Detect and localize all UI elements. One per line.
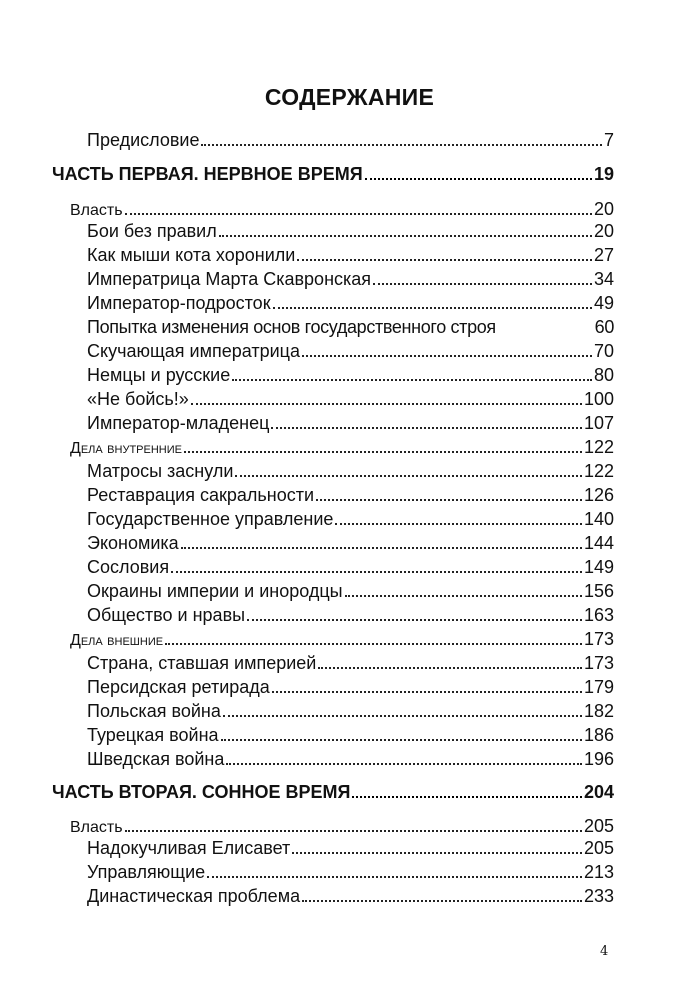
toc-entry-page: 7 <box>603 130 614 150</box>
toc-section-power[interactable] <box>70 815 614 839</box>
toc-entry[interactable] <box>87 885 614 907</box>
toc-entry-label: Сословия <box>87 557 170 577</box>
dot-leader <box>352 781 582 798</box>
dot-leader <box>316 484 582 501</box>
dot-leader <box>171 556 582 573</box>
toc-entry-label: Надокучливая Елисавет <box>87 838 291 858</box>
dot-leader <box>302 340 592 357</box>
toc-entry[interactable] <box>87 388 614 410</box>
toc-part-two[interactable] <box>52 781 614 803</box>
toc-entry[interactable] <box>87 292 614 314</box>
dot-leader <box>207 861 582 878</box>
toc-entry-label: Император-младенец <box>87 413 270 433</box>
toc-entry-page: 163 <box>583 605 614 625</box>
toc-entry-label: Предисловие <box>87 130 200 150</box>
toc-entry-page: 149 <box>583 557 614 577</box>
dot-leader <box>125 198 592 215</box>
toc-entry-page: 186 <box>583 725 614 745</box>
toc-entry-page: 107 <box>583 413 614 433</box>
page-number: 4 <box>600 944 609 959</box>
toc-entry-label: Династическая проблема <box>87 886 301 906</box>
toc-entry-label: Бои без правил <box>87 221 217 241</box>
toc-entry[interactable] <box>87 532 614 554</box>
dot-leader <box>499 316 592 333</box>
page-title: СОДЕРЖАНИЕ <box>264 84 435 110</box>
toc-entry-label: Немцы и русские <box>87 365 231 385</box>
toc-entry-page: 20 <box>593 221 614 241</box>
toc-entry[interactable] <box>87 220 614 242</box>
toc-entry[interactable] <box>87 484 614 506</box>
dot-leader <box>181 532 582 549</box>
toc-entry[interactable] <box>87 460 614 482</box>
dot-leader <box>292 837 582 854</box>
toc-entry-page: 140 <box>583 509 614 529</box>
toc-entry[interactable] <box>87 700 614 722</box>
toc-entry-page: 204 <box>583 782 614 802</box>
toc-entry[interactable] <box>87 364 614 386</box>
toc-entry-page: 100 <box>583 389 614 409</box>
dot-leader <box>365 163 592 180</box>
toc-entry-page: 156 <box>583 581 614 601</box>
toc-entry-page: 179 <box>583 677 614 697</box>
toc-entry-page: 173 <box>583 653 614 673</box>
dot-leader <box>226 748 582 765</box>
toc-entry-label: Матросы заснули <box>87 461 234 481</box>
toc-entry-label: Попытка изменения основ государственного строя <box>87 317 496 337</box>
toc-entry-label: Дела внутренние <box>70 440 182 457</box>
toc-entry-page: 182 <box>583 701 614 721</box>
toc-entry-label: Дела внешние <box>70 632 164 649</box>
toc-entry-label: Польская война <box>87 701 221 721</box>
toc-entry-label: ЧАСТЬ ВТОРАЯ. СОННОЕ ВРЕМЯ <box>52 782 351 802</box>
toc-entry[interactable] <box>87 508 614 530</box>
toc-entry-page: 122 <box>583 461 614 481</box>
toc-entry-page: 205 <box>583 816 614 836</box>
toc-entry-page: 70 <box>593 341 614 361</box>
toc-entry-label: Окраины империи и инородцы <box>87 581 343 601</box>
toc-entry-page: 49 <box>593 293 614 313</box>
dot-leader <box>302 885 582 902</box>
toc-section-internal-affairs[interactable] <box>70 436 614 460</box>
toc-entry-label: Реставрация сакральности <box>87 485 315 505</box>
toc-entry-label: Управляющие <box>87 862 206 882</box>
toc-entry[interactable] <box>87 556 614 578</box>
toc-entry-label: Власть <box>70 819 123 836</box>
dot-leader <box>125 815 582 832</box>
dot-leader <box>232 364 592 381</box>
toc-entry-page: 60 <box>594 317 614 337</box>
toc-entry-page: 126 <box>583 485 614 505</box>
toc-entry[interactable] <box>87 748 614 770</box>
toc-entry[interactable] <box>87 724 614 746</box>
toc-entry-label: Император-подросток <box>87 293 271 313</box>
toc-entry-label: Персидская ретирада <box>87 677 270 697</box>
toc-entry-page: 80 <box>593 365 614 385</box>
toc-entry-label: Общество и нравы <box>87 605 246 625</box>
toc-entry-label: ЧАСТЬ ПЕРВАЯ. НЕРВНОЕ ВРЕМЯ <box>52 164 363 184</box>
toc-entry-page: 20 <box>593 199 614 219</box>
toc-entry[interactable] <box>87 676 614 698</box>
toc-entry[interactable] <box>87 604 614 626</box>
toc-entry-label: Власть <box>70 202 123 219</box>
toc-part-one[interactable] <box>52 163 614 185</box>
toc-entry-label: Как мыши кота хоронили <box>87 245 296 265</box>
toc-entry[interactable] <box>87 244 614 266</box>
dot-leader <box>318 652 582 669</box>
dot-leader <box>221 724 582 741</box>
toc-entry-label: Государственное управление <box>87 509 334 529</box>
toc-entry-page: 173 <box>583 629 614 649</box>
toc-entry[interactable] <box>87 837 614 859</box>
toc-entry-preface[interactable] <box>87 129 614 151</box>
dot-leader <box>201 129 602 146</box>
dot-leader <box>297 244 592 261</box>
dot-leader <box>247 604 582 621</box>
dot-leader <box>272 676 582 693</box>
toc-entry-page: 205 <box>583 838 614 858</box>
toc-entry-page: 213 <box>583 862 614 882</box>
toc-entry[interactable] <box>87 580 614 602</box>
toc-entry[interactable] <box>87 652 614 674</box>
dot-leader <box>345 580 582 597</box>
toc-entry-page: 122 <box>583 437 614 457</box>
toc-entry[interactable] <box>87 340 614 362</box>
toc-entry-page: 19 <box>593 164 614 184</box>
toc-entry[interactable] <box>87 268 614 290</box>
dot-leader <box>235 460 582 477</box>
dot-leader <box>191 388 582 405</box>
dot-leader <box>273 292 592 309</box>
dot-leader <box>223 700 582 717</box>
toc-entry-page: 27 <box>593 245 614 265</box>
dot-leader <box>219 220 592 237</box>
dot-leader <box>165 628 582 645</box>
toc-entry[interactable] <box>87 412 614 434</box>
toc-entry-page: 144 <box>583 533 614 553</box>
toc-entry-label: «Не бойсь!» <box>87 389 189 409</box>
toc-section-power[interactable] <box>70 198 614 222</box>
toc-entry-page: 233 <box>583 886 614 906</box>
dot-leader <box>335 508 582 525</box>
dot-leader <box>373 268 592 285</box>
toc-section-foreign-affairs[interactable] <box>70 628 614 652</box>
toc-entry[interactable] <box>87 316 614 338</box>
toc-entry-page: 34 <box>593 269 614 289</box>
dot-leader <box>271 412 582 429</box>
toc-entry-label: Экономика <box>87 533 179 553</box>
toc-entry-page: 196 <box>583 749 614 769</box>
toc-entry-label: Шведская война <box>87 749 225 769</box>
toc-entry-label: Страна, ставшая империей <box>87 653 317 673</box>
toc-entry-label: Императрица Марта Скавронская <box>87 269 372 289</box>
toc-entry-label: Скучающая императрица <box>87 341 300 361</box>
toc-entry[interactable] <box>87 861 614 883</box>
dot-leader <box>184 436 582 453</box>
toc-entry-label: Турецкая война <box>87 725 219 745</box>
